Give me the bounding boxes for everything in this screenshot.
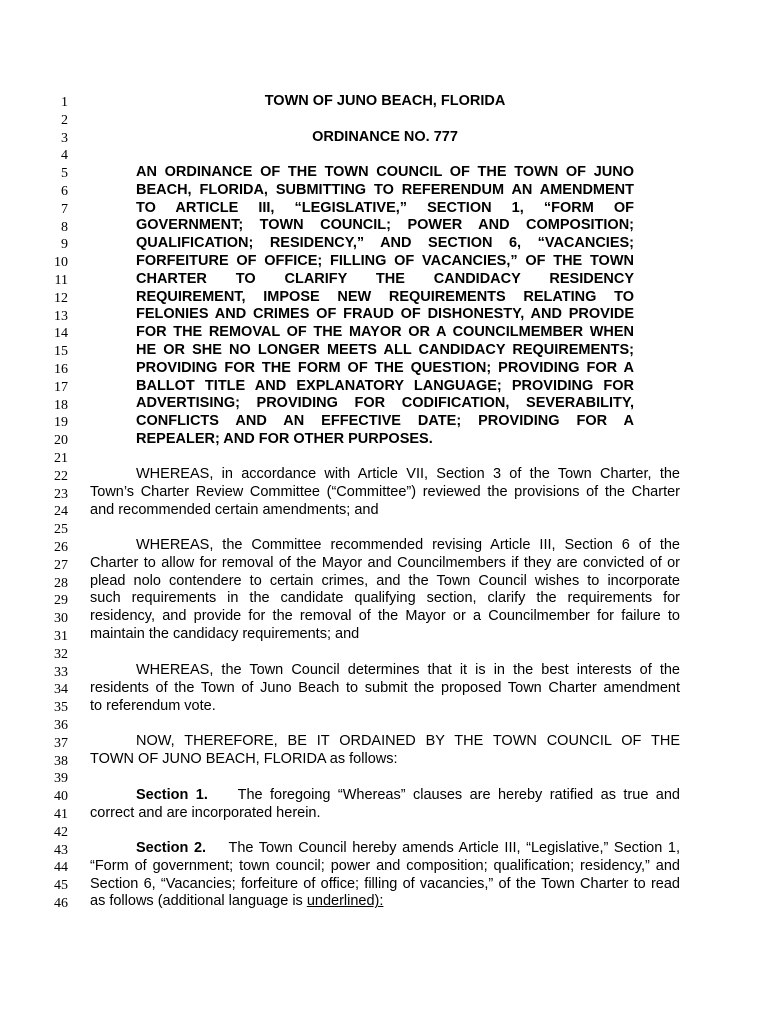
line-number: 3 bbox=[61, 130, 68, 146]
title-line: HE OR SHE NO LONGER MEETS ALL CANDIDACY REQUIREMENTS; bbox=[136, 341, 634, 358]
paragraph-line: Charter to allow for removal of the Mayor and Councilmembers if they are convicted of or bbox=[90, 554, 680, 571]
line-number: 7 bbox=[61, 201, 68, 217]
title-line: TO ARTICLE III, “LEGISLATIVE,” SECTION 1, “FORM OF bbox=[136, 199, 634, 216]
paragraph-line: residency, and provide for the removal of the Mayor or a Councilmember for failure to bbox=[90, 608, 680, 625]
paragraph-line bbox=[90, 787, 680, 805]
line-number: 26 bbox=[54, 540, 68, 555]
title-line: FOR THE REMOVAL OF THE MAYOR OR A COUNCILMEMBER WHEN bbox=[136, 324, 634, 341]
line-number: 8 bbox=[61, 219, 68, 235]
line-number: 4 bbox=[61, 148, 68, 164]
line-number: 31 bbox=[54, 629, 68, 644]
line-number: 25 bbox=[54, 522, 68, 538]
title-line: PROVIDING FOR THE FORM OF THE QUESTION; PROVIDING FOR A bbox=[136, 359, 634, 376]
line-number: 40 bbox=[54, 789, 68, 805]
line-number: 41 bbox=[54, 807, 68, 822]
line-number: 39 bbox=[54, 771, 68, 787]
line-number: 45 bbox=[54, 878, 68, 894]
whereas-paragraph-3 bbox=[90, 662, 680, 715]
section-1-label: Section 1. bbox=[136, 787, 208, 803]
paragraph-line: WHEREAS, the Committee recommended revising Article III, Section 6 of the bbox=[136, 537, 680, 553]
line-number: 46 bbox=[54, 896, 68, 911]
section-1 bbox=[90, 787, 680, 823]
line-number: 28 bbox=[54, 575, 68, 591]
whereas-paragraph-2 bbox=[90, 537, 680, 644]
line-number: 38 bbox=[54, 753, 68, 769]
title-line: CHARTER TO CLARIFY THE CANDIDACY RESIDENCY bbox=[136, 270, 634, 287]
section-2-text: as follows (additional language is bbox=[90, 893, 307, 910]
line-number: 35 bbox=[54, 700, 68, 716]
paragraph-line: such requirements in the candidate qualifying section, clarify the requirements for bbox=[90, 590, 680, 607]
paragraph-line: “Form of government; town council; power and composition; qualification; residency,” and bbox=[90, 857, 680, 874]
line-number: 20 bbox=[54, 433, 68, 449]
line-number: 14 bbox=[54, 326, 68, 342]
line-number: 9 bbox=[61, 237, 68, 253]
line-number: 21 bbox=[54, 451, 68, 466]
title-line: AN ORDINANCE OF THE TOWN COUNCIL OF THE TOWN OF JUNO bbox=[136, 164, 634, 180]
line-number: 34 bbox=[54, 682, 68, 698]
paragraph-line: correct and are incorporated herein. bbox=[90, 804, 321, 821]
line-number: 2 bbox=[61, 112, 68, 128]
line-number: 27 bbox=[54, 557, 68, 573]
title-line: BALLOT TITLE AND EXPLANATORY LANGUAGE; PROVIDING FOR bbox=[136, 377, 634, 394]
line-number: 33 bbox=[54, 664, 68, 680]
line-number: 11 bbox=[54, 273, 68, 288]
title-line: REQUIREMENT, IMPOSE NEW REQUIREMENTS RELATING TO bbox=[136, 288, 634, 305]
line-number: 32 bbox=[54, 646, 68, 662]
paragraph-line: TOWN OF JUNO BEACH, FLORIDA as follows: bbox=[90, 750, 398, 767]
line-number: 36 bbox=[54, 718, 68, 733]
section-2-label: Section 2. bbox=[136, 840, 207, 856]
title-line: FELONIES AND CRIMES OF FRAUD OF DISHONESTY, AND PROVIDE bbox=[136, 306, 634, 323]
paragraph-line: residents of the Town of Juno Beach to submit the proposed Town Charter amendment bbox=[90, 679, 680, 696]
line-number: 10 bbox=[54, 255, 68, 271]
section-1-text: The foregoing “Whereas” clauses are hereby ratified as true and bbox=[237, 787, 680, 803]
ordinance-title bbox=[136, 164, 634, 449]
line-number: 13 bbox=[54, 308, 68, 324]
line-number: 12 bbox=[54, 290, 68, 306]
line-number: 43 bbox=[54, 842, 68, 858]
title-line: GOVERNMENT; TOWN COUNCIL; POWER AND COMPOSITION; bbox=[136, 217, 634, 234]
line-number: 24 bbox=[54, 504, 68, 520]
line-number: 15 bbox=[54, 344, 68, 360]
line-number: 17 bbox=[54, 379, 68, 395]
town-heading: TOWN OF JUNO BEACH, FLORIDA bbox=[264, 93, 506, 109]
paragraph-line: WHEREAS, in accordance with Article VII, Section 3 of the Town Charter, the bbox=[136, 466, 680, 482]
section-2 bbox=[90, 840, 680, 911]
line-number: 22 bbox=[54, 468, 68, 484]
line-number: 37 bbox=[54, 735, 68, 751]
title-line: BEACH, FLORIDA, SUBMITTING TO REFERENDUM AN AMENDMENT bbox=[136, 181, 634, 198]
ordinance-number: ORDINANCE NO. 777 bbox=[312, 129, 458, 145]
paragraph-line: to referendum vote. bbox=[90, 697, 216, 714]
section-2-text: The Town Council hereby amends Article III, “Legislative,” Section 1, bbox=[228, 840, 680, 856]
line-number: 6 bbox=[61, 184, 68, 199]
paragraph-line: plead nolo contendere to certain crimes, and the Town Council wishes to incorporate bbox=[90, 572, 680, 589]
title-line: REPEALER; AND FOR OTHER PURPOSES. bbox=[136, 430, 433, 447]
line-number: 5 bbox=[61, 166, 68, 182]
title-line: ADVERTISING; PROVIDING FOR CODIFICATION, SEVERABILITY, bbox=[136, 395, 634, 412]
title-line: FORFEITURE OF OFFICE; FILLING OF VACANCIES,” OF THE TOWN bbox=[136, 252, 634, 269]
line-number: 19 bbox=[54, 415, 68, 431]
paragraph-line: NOW, THEREFORE, BE IT ORDAINED BY THE TOWN COUNCIL OF THE bbox=[136, 733, 680, 749]
line-number: 1 bbox=[61, 95, 68, 110]
title-line: CONFLICTS AND AN EFFECTIVE DATE; PROVIDING FOR A bbox=[136, 413, 634, 430]
paragraph-line: WHEREAS, the Town Council determines that it is in the best interests of the bbox=[136, 662, 680, 678]
paragraph-line: maintain the candidacy requirements; and bbox=[90, 625, 360, 642]
paragraph-line bbox=[90, 893, 680, 911]
line-number: 16 bbox=[54, 362, 68, 377]
paragraph-line: Section 6, “Vacancies; forfeiture of office; filling of vacancies,” of the Town Charter to read bbox=[90, 875, 680, 892]
ordained-paragraph bbox=[90, 733, 680, 769]
line-number: 18 bbox=[54, 397, 68, 413]
line-number: 44 bbox=[54, 860, 68, 876]
line-number: 30 bbox=[54, 611, 68, 627]
title-line: QUALIFICATION; RESIDENCY,” AND SECTION 6, “VACANCIES; bbox=[136, 235, 634, 252]
underlined-text: underlined): bbox=[306, 893, 384, 910]
paragraph-line bbox=[90, 840, 680, 858]
whereas-paragraph-1 bbox=[90, 466, 680, 519]
line-number: 42 bbox=[54, 824, 68, 840]
line-number: 29 bbox=[54, 593, 68, 609]
paragraph-line: and recommended certain amendments; and bbox=[90, 501, 379, 518]
line-number: 23 bbox=[54, 486, 68, 502]
paragraph-line: Town’s Charter Review Committee (“Committee”) reviewed the provisions of the Charter bbox=[90, 483, 680, 500]
